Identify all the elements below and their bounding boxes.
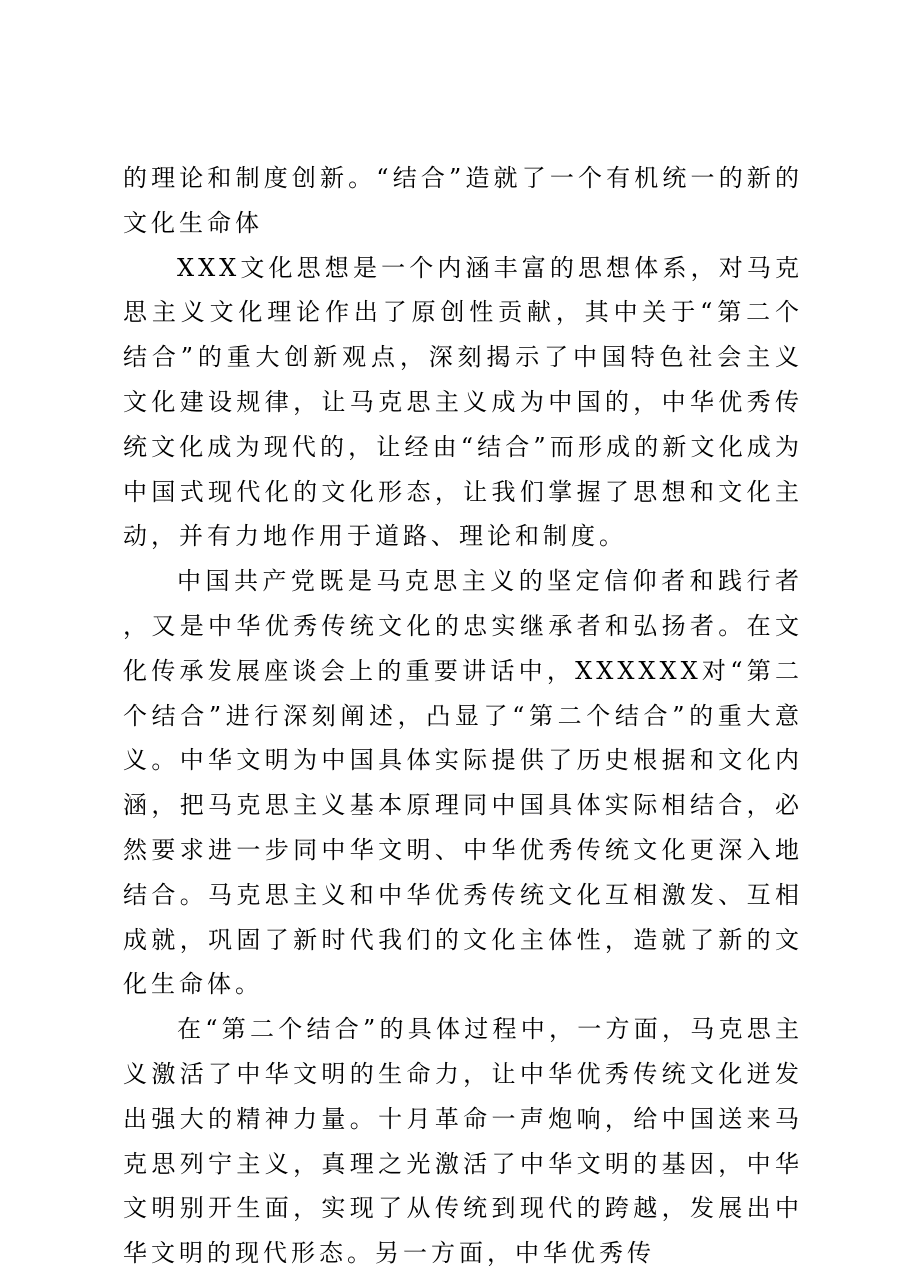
paragraph-1: 的理论和制度创新。“结合”造就了一个有机统一的新的文化生命体 (123, 164, 803, 237)
document-body (123, 156, 803, 1276)
paragraph-3: 中国共产党既是马克思主义的坚定信仰者和践行者，又是中华优秀传统文化的忠实继承者和弘扬者。在文化传承发展座谈会上的重要讲话中，XXXXXX对“第二个结合”进行深刻阐述，凸显了“第二个结合”的重大意义。中华文明为中国具体实际提供了历史根据和文化内涵，把马克思主义基本原理同中国具体实际相结合，必然要求进一步同中华文明、中华优秀传统文化更深入地结合。马克思主义和中华优秀传统文化互相激发、互相成就，巩固了新时代我们的文化主体性，造就了新的文化生命体。 (123, 567, 803, 999)
paragraph-4: 在“第二个结合”的具体过程中，一方面，马克思主义激活了中华文明的生命力，让中华优秀传统文化迸发出强大的精神力量。十月革命一声炮响，给中国送来马克思列宁主义，真理之光激活了中华文明的基因，中华文明别开生面，实现了从传统到现代的跨越，发展出中华文明的现代形态。另一方面，中华优秀传 (123, 1015, 803, 1268)
paragraph-2: XXX文化思想是一个内涵丰富的思想体系，对马克思主义文化理论作出了原创性贡献，其中关于“第二个结合”的重大创新观点，深刻揭示了中国特色社会主义文化建设规律，让马克思主义成为中国的，中华优秀传统文化成为现代的，让经由“结合”而形成的新文化成为中国式现代化的文化形态，让我们掌握了思想和文化主动，并有力地作用于道路、理论和制度。 (123, 253, 803, 551)
